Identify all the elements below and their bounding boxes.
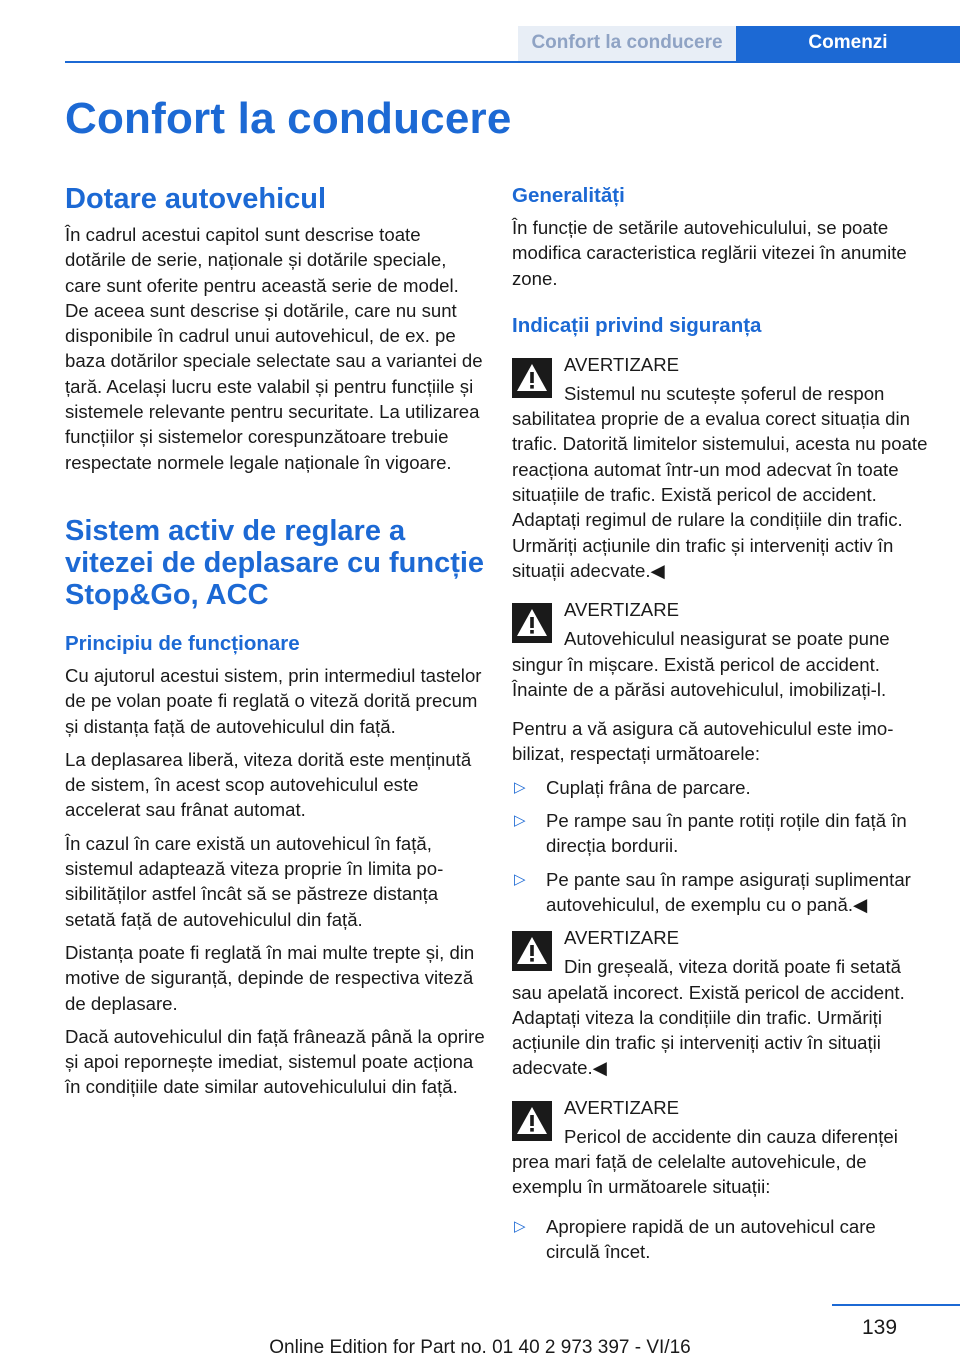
- header-chapter-tab[interactable]: Comenzi: [736, 26, 960, 62]
- warning-triangle-icon: [512, 1101, 552, 1141]
- paragraph-secure: Pentru a vă asigura că autovehiculul este imobilizat, respectați următoarele:: [512, 718, 894, 765]
- left-column: [65, 183, 485, 1108]
- footer-edition: Online Edition for Part no. 01 40 2 973 397 - VI/16: [269, 1337, 691, 1358]
- warning-label: AVERTIZARE: [564, 353, 680, 375]
- warning-4-first-line: Pericol de accidente din cauza diferenței: [564, 1125, 898, 1147]
- heading-equipment: Dotare autovehicul: [65, 183, 327, 215]
- triangle-bullet-icon: ▷: [514, 778, 526, 796]
- header-section-tab[interactable]: Confort la conducere: [518, 26, 736, 62]
- list-item: [512, 808, 932, 859]
- triangle-bullet-icon: ▷: [514, 870, 526, 888]
- warning-block-4: [512, 1095, 932, 1200]
- warning-label: AVERTIZARE: [564, 1096, 680, 1118]
- paragraph-principle-5: Dacă autovehiculul din față frânează până la oprire și apoi repornește imediat, sistemul poate acționa în condițiile date similar autovehiculului din față.: [65, 1025, 485, 1098]
- list-item: [512, 1214, 932, 1265]
- warning-4-body: prea mari față de celelalte autovehicule, de exemplu în următoarele situații:: [512, 1151, 867, 1198]
- paragraph-principle-2: La deplasarea liberă, viteza dorită este menținută de sistem, în acest scop autovehiculul este accelerat sau frânat automat.: [65, 748, 472, 821]
- list-item: [512, 867, 932, 918]
- warning-label: AVERTIZARE: [564, 927, 680, 949]
- bullet-list-situations: [512, 1214, 932, 1265]
- warning-block-1: [512, 352, 932, 583]
- page-number: 139: [862, 1316, 898, 1339]
- heading-general: Generalități: [512, 184, 625, 207]
- page-title: Confort la conducere: [65, 94, 512, 143]
- paragraph-principle-3: În cazul în care există un autovehicul în față, sistemul adaptează viteza proprie în limita posibilităților astfel încât să se păstreze distanța setată față de autovehiculul din față.: [65, 832, 444, 930]
- warning-3-first-line: Din greșeală, viteza dorită poate fi setată: [564, 956, 901, 978]
- warning-triangle-icon: [512, 931, 552, 971]
- list-item-text: Pe pante sau în rampe asigurați suplimentar autovehiculul, de exemplu cu o pană.◀: [546, 868, 911, 915]
- warning-1-body: sabilitatea proprie de a evalua corect situația din trafic. Datorită limitelor sistemului, acesta nu poate reacționa automat într-un mod adecvat în toate situațiile de trafic. Există pericol de accident. Adaptați regimul de rulare la condițiile din trafic. Urmăriți acțiunile din trafic și interveniți activ în situații adecvate.◀: [512, 408, 928, 581]
- bullet-list-secure: [512, 775, 932, 917]
- footer-divider: [832, 1304, 960, 1306]
- warning-triangle-icon: [512, 603, 552, 643]
- list-item-text: Cuplați frâna de parcare.: [546, 776, 751, 798]
- warning-2-body: singur în mișcare. Există pericol de accident. Înainte de a părăsi autovehiculul, imobilizați-l.: [512, 653, 887, 700]
- warning-label: AVERTIZARE: [564, 599, 680, 621]
- warning-1-first-line: Sistemul nu scutește șoferul de respon: [564, 382, 885, 404]
- page-header: [0, 0, 960, 62]
- paragraph-equipment: În cadrul acestui capitol sunt descrise toate dotările de serie, naționale și dotările speciale, care sunt oferite pentru această serie de model. De aceea sunt descrise și dotările, care nu sunt disponibile în cadrul unui autovehicul, de ex. pe baza dotărilor speciale selectate sau a variantei de țară. Același lucru este valabil și pentru funcțiile și sistemele relevante pentru securitate. La utilizarea funcțiilor și sistemelor corespunzătoare trebuie respectate normele legale naționale în vigoare.: [65, 224, 483, 473]
- warning-block-2: [512, 597, 932, 702]
- warning-triangle-icon: [512, 358, 552, 398]
- list-item-text: Pe rampe sau în pante rotiți roțile din față în direcția bordurii.: [546, 810, 907, 857]
- paragraph-principle-1: Cu ajutorul acestui sistem, prin intermediul tastelor de pe volan poate fi reglată o viteză dorită precum și distanța față de autovehiculul din față.: [65, 664, 482, 737]
- heading-acc: Sistem activ de reglare a vitezei de deplasare cu funcție Stop&Go, ACC: [65, 514, 485, 611]
- warning-block-3: [512, 925, 932, 1080]
- triangle-bullet-icon: ▷: [514, 1217, 526, 1235]
- warning-2-first-line: Autovehiculul neasigurat se poate pune: [564, 628, 890, 650]
- right-column: [512, 183, 932, 1272]
- paragraph-principle-4: Distanța poate fi reglată în mai multe trepte și, din motive de siguranță, depinde de respectiva viteză de deplasare.: [65, 941, 475, 1014]
- triangle-bullet-icon: ▷: [514, 812, 526, 830]
- paragraph-general: În funcție de setările autovehiculului, se poate modifica caracteristica reglării vitezei în anumite zone.: [512, 217, 907, 289]
- heading-principle: Principiu de funcționare: [65, 631, 300, 655]
- list-item: [512, 775, 932, 800]
- heading-safety: Indicații privind siguranța: [512, 313, 762, 337]
- list-item-text: Apropiere rapidă de un autovehicul care circulă încet.: [546, 1215, 876, 1262]
- header-divider: [65, 61, 960, 63]
- warning-3-body: sau apelată incorect. Există pericol de accident. Adaptați viteza la condițiile din trafic. Urmăriți acțiunile din trafic și interveniți activ în situații adecvate.◀: [512, 981, 905, 1079]
